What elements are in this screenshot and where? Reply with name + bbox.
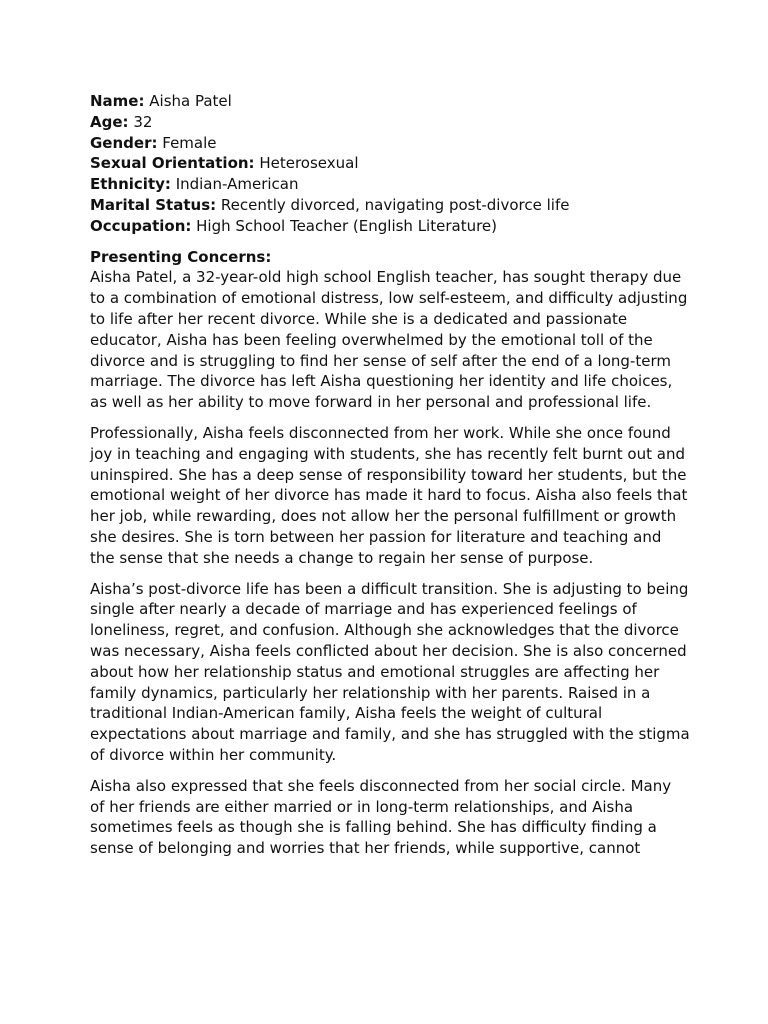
field-value: Aisha Patel: [149, 92, 232, 110]
field-occupation: [90, 216, 690, 237]
field-label: Occupation:: [90, 216, 192, 235]
field-label: Gender:: [90, 133, 158, 152]
profile-block: [90, 91, 690, 237]
paragraph: Professionally, Aisha feels disconnected from her work. While she once found joy in teaching and engaging with students, she has recently felt burnt out and uninspired. She has a deep sense of responsibility toward her students, but the emotional weight of her divorce has made it hard to focus. Aisha also feels that her job, while rewarding, does not allow her the personal fulfillment or growth she desires. She is torn between her passion for literature and teaching and the sense that she needs a change to regain her sense of purpose.: [90, 423, 688, 567]
paragraph: Aisha’s post-divorce life has been a difficult transition. She is adjusting to being single after nearly a decade of marriage and has experienced feelings of loneliness, regret, and confusion. Although she acknowledges that the divorce was necessary, Aisha feels conflicted about her decision. She is also concerned about how her relationship status and emotional struggles are affecting her family dynamics, particularly her relationship with her parents. Raised in a traditional Indian-American family, Aisha feels the weight of cultural expectations about marriage and family, and she has struggled with the stigma of divorce within her community.: [90, 579, 690, 764]
field-label: Name:: [90, 92, 145, 110]
field-value: Recently divorced, navigating post-divorce life: [220, 195, 570, 214]
field-age: [90, 112, 690, 133]
field-label: Sexual Orientation:: [90, 154, 255, 173]
field-ethnicity: [90, 174, 690, 195]
paragraph: Aisha also expressed that she feels disconnected from her social circle. Many of her friends are either married or in long-term relationships, and Aisha sometimes feels as though she is falling behind. She has difficulty finding a sense of belonging and worries that her friends, while supportive, cannot: [90, 776, 672, 858]
field-value: High School Teacher (English Literature): [196, 216, 497, 235]
field-value: Heterosexual: [259, 154, 359, 173]
field-marital-status: [90, 195, 690, 216]
field-value: 32: [133, 112, 153, 131]
paragraph: Aisha Patel, a 32-year-old high school English teacher, has sought therapy due to a combination of emotional distress, low self-esteem, and difficulty adjusting to life after her recent divorce. While she is a dedicated and passionate educator, Aisha has been feeling overwhelmed by the emotional toll of the divorce and is struggling to find her sense of self after the end of a long-term marriage. The divorce has left Aisha questioning her identity and life choices, as well as her ability to move forward in her personal and professional life.: [90, 268, 688, 412]
document-page: [90, 91, 690, 869]
field-value: Female: [162, 133, 217, 152]
field-name: [90, 91, 690, 112]
field-label: Marital Status:: [90, 195, 217, 214]
presenting-concerns-heading: Presenting Concerns:: [90, 247, 272, 266]
field-label: Ethnicity:: [90, 175, 171, 194]
field-sexual-orientation: [90, 153, 690, 174]
field-label: Age:: [90, 112, 129, 131]
field-gender: [90, 133, 690, 154]
field-value: Indian-American: [175, 175, 299, 194]
